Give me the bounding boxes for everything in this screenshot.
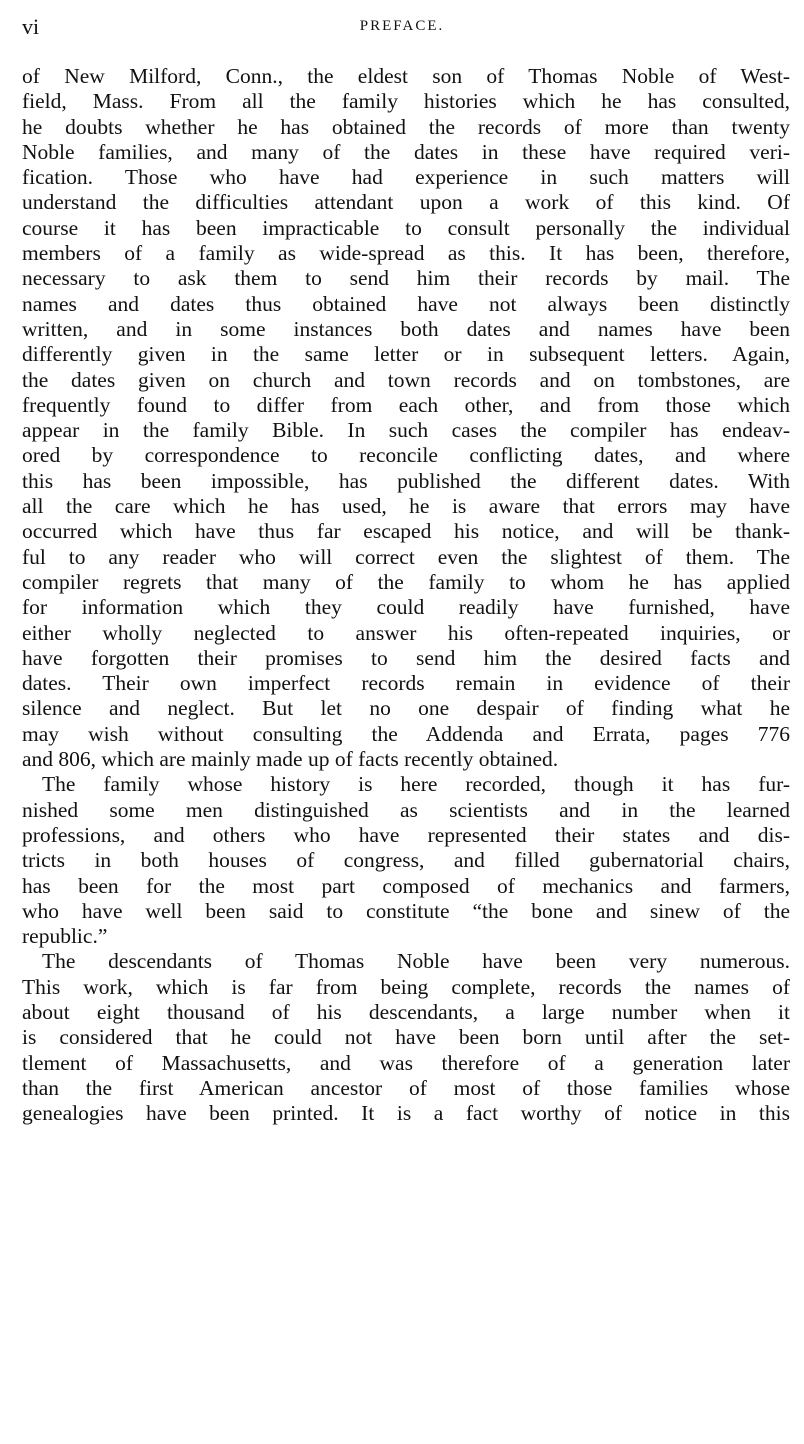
text-line: fication. Those who have had experience in such matters will xyxy=(22,165,790,190)
text-line: names and dates thus obtained have not always been distinctly xyxy=(22,291,790,316)
text-line: genealogies have been printed. It is a fact worthy of notice in this xyxy=(22,1101,790,1126)
text-line: republic.” xyxy=(22,924,108,949)
text-line: professions, and others who have represented their states and dis- xyxy=(22,822,790,847)
text-line: tlement of Massachusetts, and was therefore of a generation later xyxy=(22,1050,790,1075)
text-line: and 806, which are mainly made up of facts recently obtained. xyxy=(22,747,559,772)
text-line: he doubts whether he has obtained the records of more than twenty xyxy=(22,114,790,139)
text-line: occurred which have thus far escaped his notice, and will be thank- xyxy=(22,519,790,544)
text-line: has been for the most part composed of mechanics and farmers, xyxy=(22,873,790,898)
text-line: tricts in both houses of congress, and filled gubernatorial chairs, xyxy=(22,848,790,873)
text-line: understand the difficulties attendant upon a work of this kind. Of xyxy=(22,190,790,215)
text-line: either wholly neglected to answer his often-repeated inquiries, or xyxy=(22,620,790,645)
running-title: PREFACE. xyxy=(359,18,445,34)
text-line: appear in the family Bible. In such cases the compiler has endeav- xyxy=(22,418,790,443)
text-line: may wish without consulting the Addenda and Errata, pages 776 xyxy=(22,721,790,746)
paragraph xyxy=(22,949,790,1126)
text-line: have forgotten their promises to send him the desired facts and xyxy=(22,645,790,670)
text-line: nished some men distinguished as scientists and in the learned xyxy=(22,797,790,822)
text-line: necessary to ask them to send him their records by mail. The xyxy=(22,266,790,291)
text-line: The descendants of Thomas Noble have been very numerous. xyxy=(42,949,790,974)
text-line: The family whose history is here recorded, though it has fur- xyxy=(42,772,790,797)
paragraph xyxy=(22,772,790,949)
text-line: dates. Their own imperfect records remain in evidence of their xyxy=(22,671,790,696)
text-line: for information which they could readily have furnished, have xyxy=(22,595,790,620)
text-line: silence and neglect. But let no one despair of finding what he xyxy=(22,696,790,721)
body-text xyxy=(22,64,790,1126)
text-line: the dates given on church and town records and on tombstones, are xyxy=(22,367,790,392)
text-line: of New Milford, Conn., the eldest son of Thomas Noble of West- xyxy=(22,64,790,88)
paragraph xyxy=(22,64,790,772)
text-line: about eight thousand of his descendants, a large number when it xyxy=(22,999,790,1024)
text-line: all the care which he has used, he is aware that errors may have xyxy=(22,494,790,519)
text-line: ful to any reader who will correct even the slightest of them. The xyxy=(22,544,790,569)
text-line: members of a family as wide-spread as this. It has been, therefore, xyxy=(22,241,790,266)
text-line: is considered that he could not have been born until after the set- xyxy=(22,1025,790,1050)
text-line: who have well been said to constitute “the bone and sinew of the xyxy=(22,898,790,923)
page-number: vi xyxy=(22,14,40,39)
text-line: differently given in the same letter or in subsequent letters. Again, xyxy=(22,342,790,367)
text-line: Noble families, and many of the dates in these have required veri- xyxy=(22,139,790,164)
text-line: this has been impossible, has published the different dates. With xyxy=(22,468,790,493)
text-line: course it has been impracticable to consult personally the individual xyxy=(22,215,790,240)
text-line: compiler regrets that many of the family to whom he has applied xyxy=(22,569,790,594)
text-line: than the first American ancestor of most of those families whose xyxy=(22,1075,790,1100)
text-line: field, Mass. From all the family histories which he has consulted, xyxy=(22,89,790,114)
text-line: This work, which is far from being complete, records the names of xyxy=(22,974,790,999)
text-line: written, and in some instances both dates and names have been xyxy=(22,316,790,341)
text-line: frequently found to differ from each other, and from those which xyxy=(22,392,790,417)
text-line: ored by correspondence to reconcile conflicting dates, and where xyxy=(22,443,790,468)
running-head xyxy=(22,14,782,44)
